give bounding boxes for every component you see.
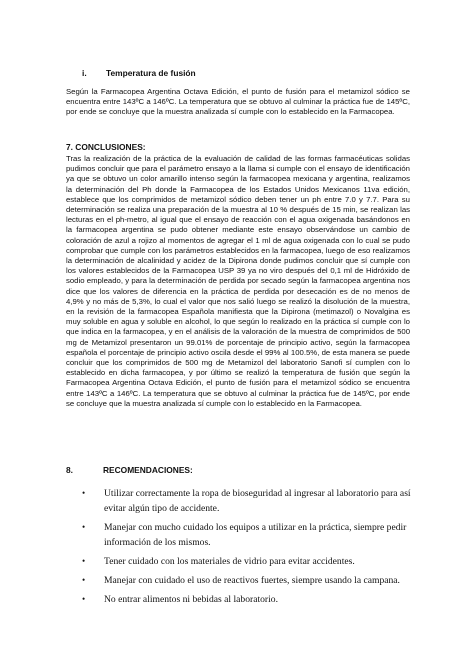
list-item xyxy=(82,573,422,588)
list-item-text: No entrar alimentos ni bebidas al laboratorio. xyxy=(104,594,278,605)
section-heading-recomendaciones xyxy=(66,465,193,475)
section-number: i. xyxy=(82,68,87,78)
list-item-text: Manejar con mucho cuidado los equipos a utilizar en la práctica, siempre pedir información de los mismos. xyxy=(104,522,407,548)
list-item-text: Utilizar correctamente la ropa de bioseguridad al ingresar al laboratorio para así evitar algún tipo de accidente. xyxy=(104,488,411,514)
bullet-icon: • xyxy=(82,575,86,585)
recommendations-list xyxy=(82,486,422,611)
bullet-icon: • xyxy=(82,488,86,498)
section-heading-fusion xyxy=(82,68,196,78)
section-number: 8. xyxy=(66,465,73,475)
section-title: RECOMENDACIONES: xyxy=(103,465,193,475)
conclusiones-paragraph: Tras la realización de la práctica de la evaluación de calidad de las formas farmacéuticas solidas pudimos concluir que para el parámetro ensayo a la llama si cumple con el ensayo de identificación ya que se obtuvo un color amarillo intenso según la farmacopea mexicana y argentina, realizamos la determinación del Ph donde la Farmacopea de los Estados Unidos Mexicanos 11va edición, establece que los comprimidos de metamizol sódico deben tener un ph entre 7.0 y 7.7. Para su determinación se realiza una preparación de la muestra al 10 % después de 15 min, se realizan las lecturas en el ph-metro, al igual que el ensayo de reacción con el agua oxigenada basándonos en la farmacopea argentina se pudo obtener mediante este ensayo observándose un cambio de coloración de azul a rojizo al momentos de agregar el 1 ml de agua oxigenada con lo cual se pudo comprobar que cumple con los parámetros establecidos en la farmacopea, luego de eso realizamos la determinación de alcalinidad y acidez de la Dipirona donde pudimos concluir que sí cumple con los valores establecidos de la Farmacopea USP 39 ya no viro después del 0,1 ml de Hidróxido de sodio empleado, y para la determinación de perdida por secado según la farmacopea argentina nos dice que los valores de diferencia en la práctica de perdida por desecación es de no menos de 4,9% y no más de 5,3%, lo cual el valor que nos salió luego se realizó la disolución de la muestra, en la revisión de la farmacopea Española manifiesta que la Dipirona (metimazol) o Novalgina es muy soluble en agua y soluble en alcohol, lo que según lo realizado en la práctica sí cumple con lo que indica en la farmacopea, y en el análisis de la valoración de la muestra de comprimidos de 500 mg de Metamizol presentaron un 99.01% de porcentaje de principio activo, según la farmacopea española el porcentaje de principio activo oscila desde el 99% al 100.5%, de esta manera se puede concluir que los comprimidos de 500 mg de Metamizol del laboratorio Sanofi sí cumplen con lo establecido en dicha farmacopea, y por último se realizó la temperatura de fusión que según la Farmacopea Argentina Octava Edición, el punto de fusión para el metamizol sódico se encuentra entre 143ºC a 146ºC. La temperatura que se obtuvo al culminar la práctica fue de 145ºC, por ende se concluye que la muestra analizada sí cumple con lo establecido en la Farmacopea. xyxy=(66,154,410,408)
list-item-text: Tener cuidado con los materiales de vidrio para evitar accidentes. xyxy=(104,556,355,567)
list-item xyxy=(82,486,422,516)
list-item xyxy=(82,592,422,607)
list-item xyxy=(82,520,422,550)
list-item-text: Manejar con cuidado el uso de reactivos fuertes, siempre usando la campana. xyxy=(104,575,400,586)
bullet-icon: • xyxy=(82,594,86,604)
bullet-icon: • xyxy=(82,556,86,566)
section-heading-conclusiones: 7. CONCLUSIONES: xyxy=(66,142,146,152)
section-title: Temperatura de fusión xyxy=(106,68,196,78)
list-item xyxy=(82,554,422,569)
bullet-icon: • xyxy=(82,522,86,532)
fusion-paragraph: Según la Farmacopea Argentina Octava Edición, el punto de fusión para el metamizol sódico se encuentra entre 143ºC a 146ºC. La temperatura que se obtuvo al culminar la práctica fue de 145ºC, por ende se concluye que la muestra analizada sí cumple con lo establecido en la Farmacopea. xyxy=(66,87,410,117)
